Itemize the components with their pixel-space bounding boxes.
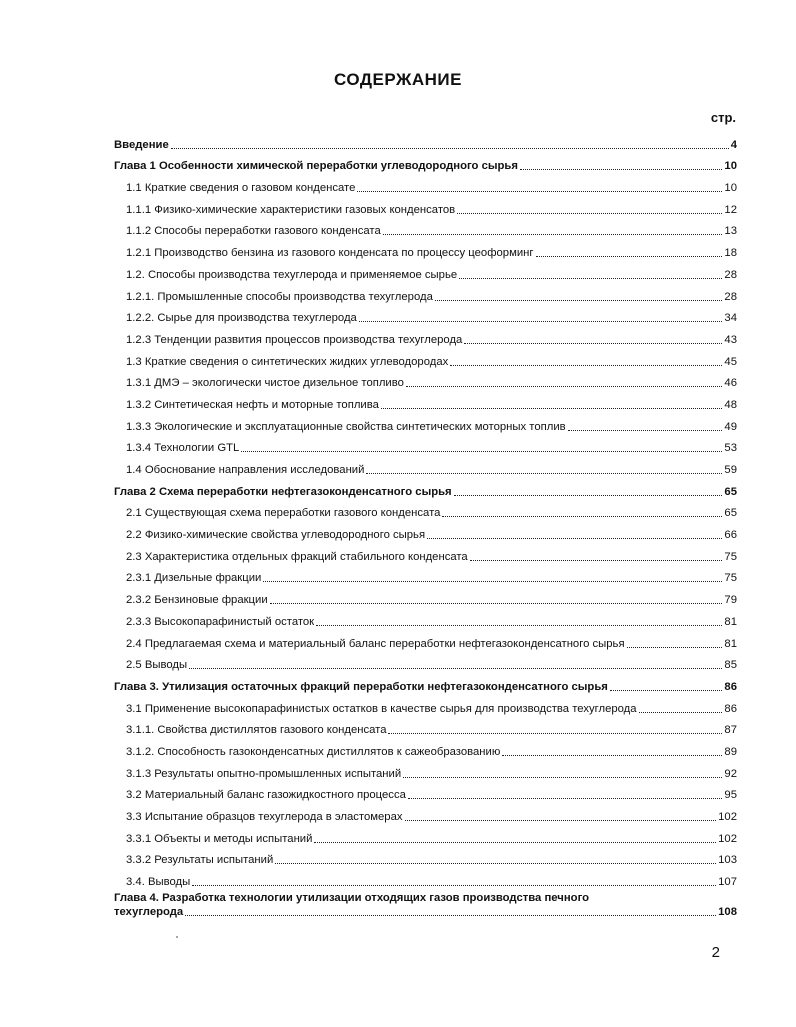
toc-entry[interactable] xyxy=(114,347,737,369)
toc-entry-label: Глава 3. Утилизация остаточных фракций переработки нефтегазоконденсатного сырья xyxy=(114,680,608,693)
dot-leader xyxy=(568,430,723,431)
toc-entry-label: 3.3.1 Объекты и методы испытаний xyxy=(126,832,313,845)
toc-entry-label: 3.2 Материальный баланс газожидкостного процесса xyxy=(126,789,406,802)
toc-entry[interactable] xyxy=(114,781,737,803)
toc-entry-page: 46 xyxy=(724,377,737,390)
dot-leader xyxy=(357,191,722,192)
toc-entry-page: 65 xyxy=(724,485,737,498)
toc-chapter[interactable] xyxy=(114,891,737,929)
dot-leader xyxy=(263,581,722,582)
toc-entry[interactable] xyxy=(114,867,737,889)
dot-leader xyxy=(383,234,723,235)
toc-entry[interactable] xyxy=(114,217,737,239)
toc-entry[interactable] xyxy=(114,520,737,542)
toc-entry-label: 2.5 Выводы xyxy=(126,659,188,672)
toc-entry-label: 3.3 Испытание образцов техуглерода в эластомерах xyxy=(126,811,403,823)
toc-entry-page: 89 xyxy=(724,745,737,758)
toc-entry-page: 86 xyxy=(724,702,737,715)
toc-entry-continuation xyxy=(114,905,737,919)
toc-entry[interactable] xyxy=(114,716,737,738)
toc-entry[interactable] xyxy=(114,542,737,564)
dot-leader xyxy=(406,386,723,387)
dot-leader xyxy=(185,915,716,916)
toc-entry-label: 1.2.2. Сырье для производства техуглерода xyxy=(126,312,357,325)
toc-entry-label: 1.1.2 Способы переработки газового конденсата xyxy=(126,225,381,238)
toc-entry-label: 2.3.2 Бензиновые фракции xyxy=(126,594,268,607)
toc-entry-page: 10 xyxy=(724,160,737,173)
toc-entry[interactable] xyxy=(114,282,737,304)
page-number: 2 xyxy=(711,944,720,961)
toc-entry-page: 103 xyxy=(718,854,737,867)
toc-entry-label: Глава 4. Разработка технологии утилизации отходящих газов производства печного xyxy=(114,892,590,905)
toc-chapter[interactable] xyxy=(114,152,737,174)
toc-entry-page: 48 xyxy=(724,398,737,411)
toc-entry[interactable] xyxy=(114,694,737,716)
toc-entry[interactable] xyxy=(114,607,737,629)
toc-entry[interactable] xyxy=(114,651,737,673)
toc-entry-page: 108 xyxy=(718,906,737,919)
toc-entry-page: 79 xyxy=(724,594,737,607)
dot-leader xyxy=(457,213,722,214)
toc-entry-page: 81 xyxy=(724,615,737,628)
toc-entry-page: 28 xyxy=(724,290,737,303)
dot-leader xyxy=(316,625,722,626)
toc-entry[interactable] xyxy=(114,629,737,651)
toc-entry-label: 2.3.1 Дизельные фракции xyxy=(126,572,262,585)
toc-entry[interactable] xyxy=(114,499,737,521)
dot-leader xyxy=(610,690,723,691)
toc-entry[interactable] xyxy=(114,369,737,391)
table-of-contents xyxy=(114,130,737,929)
dot-leader xyxy=(314,842,716,843)
toc-entry-page: 65 xyxy=(724,507,737,520)
dot-leader xyxy=(192,885,716,886)
toc-entry-label: 1.2. Способы производства техуглерода и применяемое сырье xyxy=(126,268,458,281)
toc-entry[interactable] xyxy=(114,304,737,326)
toc-chapter[interactable] xyxy=(114,477,737,499)
toc-entry-label: 1.3.4 Технологии GTL xyxy=(126,442,240,455)
toc-entry[interactable] xyxy=(114,390,737,412)
dot-leader xyxy=(502,755,722,756)
dot-leader xyxy=(536,256,723,257)
toc-entry-label: Глава 2 Схема переработки нефтегазоконденсатного сырья xyxy=(114,485,452,498)
toc-entry-page: 18 xyxy=(724,247,737,260)
dot-leader xyxy=(470,560,723,561)
toc-entry[interactable] xyxy=(114,759,737,781)
toc-entry-page: 53 xyxy=(724,442,737,455)
toc-entry-page: 75 xyxy=(724,572,737,585)
toc-entry-label: 1.3 Краткие сведения о синтетических жидких углеводородах xyxy=(126,355,449,368)
toc-chapter[interactable] xyxy=(114,672,737,694)
toc-chapter[interactable] xyxy=(114,130,737,152)
dot-leader xyxy=(454,495,723,496)
dot-leader xyxy=(442,516,722,517)
toc-entry-label: 1.2.3 Тенденции развития процессов производства техуглерода xyxy=(126,333,463,346)
dot-leader xyxy=(639,712,723,713)
toc-entry-page: 12 xyxy=(724,203,737,216)
toc-entry-label: 1.3.1 ДМЭ – экологически чистое дизельное топливо xyxy=(126,377,404,390)
toc-entry[interactable] xyxy=(114,564,737,586)
dot-leader xyxy=(627,647,723,648)
toc-entry-page: 95 xyxy=(724,789,737,802)
toc-entry[interactable] xyxy=(114,824,737,846)
toc-entry[interactable] xyxy=(114,585,737,607)
dot-leader xyxy=(435,300,723,301)
toc-entry-label: 2.2 Физико-химические свойства углеводородного сырья xyxy=(126,529,426,542)
dot-leader xyxy=(459,278,722,279)
toc-entry-page: 45 xyxy=(724,355,737,368)
page-title: СОДЕРЖАНИЕ xyxy=(334,70,462,89)
dot-leader xyxy=(403,777,722,778)
toc-entry-page: 87 xyxy=(724,724,737,737)
toc-entry-page: 10 xyxy=(724,182,737,195)
dot-leader xyxy=(241,451,722,452)
page-column-label: стр. xyxy=(710,110,736,125)
toc-entry-label: 2.3.3 Высокопарафинистый остаток xyxy=(126,615,315,628)
toc-entry-page: 66 xyxy=(724,529,737,542)
toc-entry-label: 1.3.2 Синтетическая нефть и моторные топлива xyxy=(126,398,379,411)
dot-leader xyxy=(366,473,722,474)
dot-leader xyxy=(275,863,716,864)
toc-entry-page: 107 xyxy=(718,876,737,889)
toc-entry[interactable] xyxy=(114,455,737,477)
toc-entry-label: 2.3 Характеристика отдельных фракций стабильного конденсата xyxy=(126,550,468,563)
dot-leader xyxy=(359,321,723,322)
scan-speck xyxy=(176,936,178,938)
toc-entry-label: 2.4 Предлагаемая схема и материальный баланс переработки нефтегазоконденсатного сырья xyxy=(126,637,625,650)
toc-entry[interactable] xyxy=(114,325,737,347)
toc-entry-label: 3.1.1. Свойства дистиллятов газового конденсата xyxy=(126,724,387,737)
toc-entry-page: 49 xyxy=(724,420,737,433)
toc-entry[interactable] xyxy=(114,434,737,456)
dot-leader xyxy=(171,148,729,149)
toc-entry-page: 81 xyxy=(724,637,737,650)
toc-entry-label: 1.2.1 Производство бензина из газового конденсата по процессу цеоформинг xyxy=(126,247,534,260)
toc-entry[interactable] xyxy=(114,260,737,282)
toc-entry-label: 3.3.2 Результаты испытаний xyxy=(126,854,274,867)
dot-leader xyxy=(381,408,723,409)
toc-entry[interactable] xyxy=(114,846,737,868)
toc-entry-label: техуглерода xyxy=(114,906,184,919)
toc-entry[interactable] xyxy=(114,173,737,195)
toc-entry-page: 43 xyxy=(724,333,737,346)
toc-entry-label: 1.1.1 Физико-химические характеристики газовых конденсатов xyxy=(126,203,456,216)
toc-entry-page: 4 xyxy=(730,138,737,151)
toc-entry-label: 1.2.1. Промышленные способы производства техуглерода xyxy=(126,290,433,303)
toc-entry[interactable] xyxy=(114,412,737,434)
toc-entry-label: 1.4 Обоснование направления исследований xyxy=(126,464,365,476)
toc-entry-label: 2.1 Существующая схема переработки газового конденсата xyxy=(126,507,441,520)
toc-entry-label: 3.1.2. Способность газоконденсатных дистиллятов к сажеобразованию xyxy=(126,745,501,758)
toc-entry-label: 3.1.3 Результаты опытно-промышленных испытаний xyxy=(126,767,402,780)
dot-leader xyxy=(189,668,722,669)
dot-leader xyxy=(405,820,717,821)
toc-entry-label: Введение xyxy=(114,138,169,151)
dot-leader xyxy=(427,538,722,539)
toc-entry-page: 75 xyxy=(724,550,737,563)
dot-leader xyxy=(270,603,723,604)
toc-entry-page: 34 xyxy=(724,312,737,325)
toc-entry[interactable] xyxy=(114,238,737,260)
toc-entry-page: 86 xyxy=(724,680,737,693)
dot-leader xyxy=(388,733,722,734)
toc-entry[interactable] xyxy=(114,802,737,824)
dot-leader xyxy=(464,343,722,344)
toc-entry-label: 1.1 Краткие сведения о газовом конденсате xyxy=(126,182,356,195)
toc-entry-label: Глава 1 Особенности химической переработки углеводородного сырья xyxy=(114,160,518,173)
toc-entry-label: 3.4. Выводы xyxy=(126,876,191,889)
dot-leader xyxy=(408,798,723,799)
toc-entry-label: 1.3.3 Экологические и эксплуатационные свойства синтетических моторных топлив xyxy=(126,420,566,433)
toc-entry[interactable] xyxy=(114,195,737,217)
toc-entry-page: 28 xyxy=(724,268,737,281)
dot-leader xyxy=(520,169,722,170)
toc-entry-page: 85 xyxy=(724,659,737,672)
toc-entry-page: 102 xyxy=(718,832,737,845)
toc-entry-page: 59 xyxy=(724,464,737,476)
toc-entry-label: 3.1 Применение высокопарафинистых остатков в качестве сырья для производства техуглерода xyxy=(126,702,637,715)
dot-leader xyxy=(450,365,722,366)
toc-entry[interactable] xyxy=(114,737,737,759)
toc-entry-page: 13 xyxy=(724,225,737,238)
toc-entry-page: 102 xyxy=(718,811,737,823)
toc-entry-page: 92 xyxy=(724,767,737,780)
